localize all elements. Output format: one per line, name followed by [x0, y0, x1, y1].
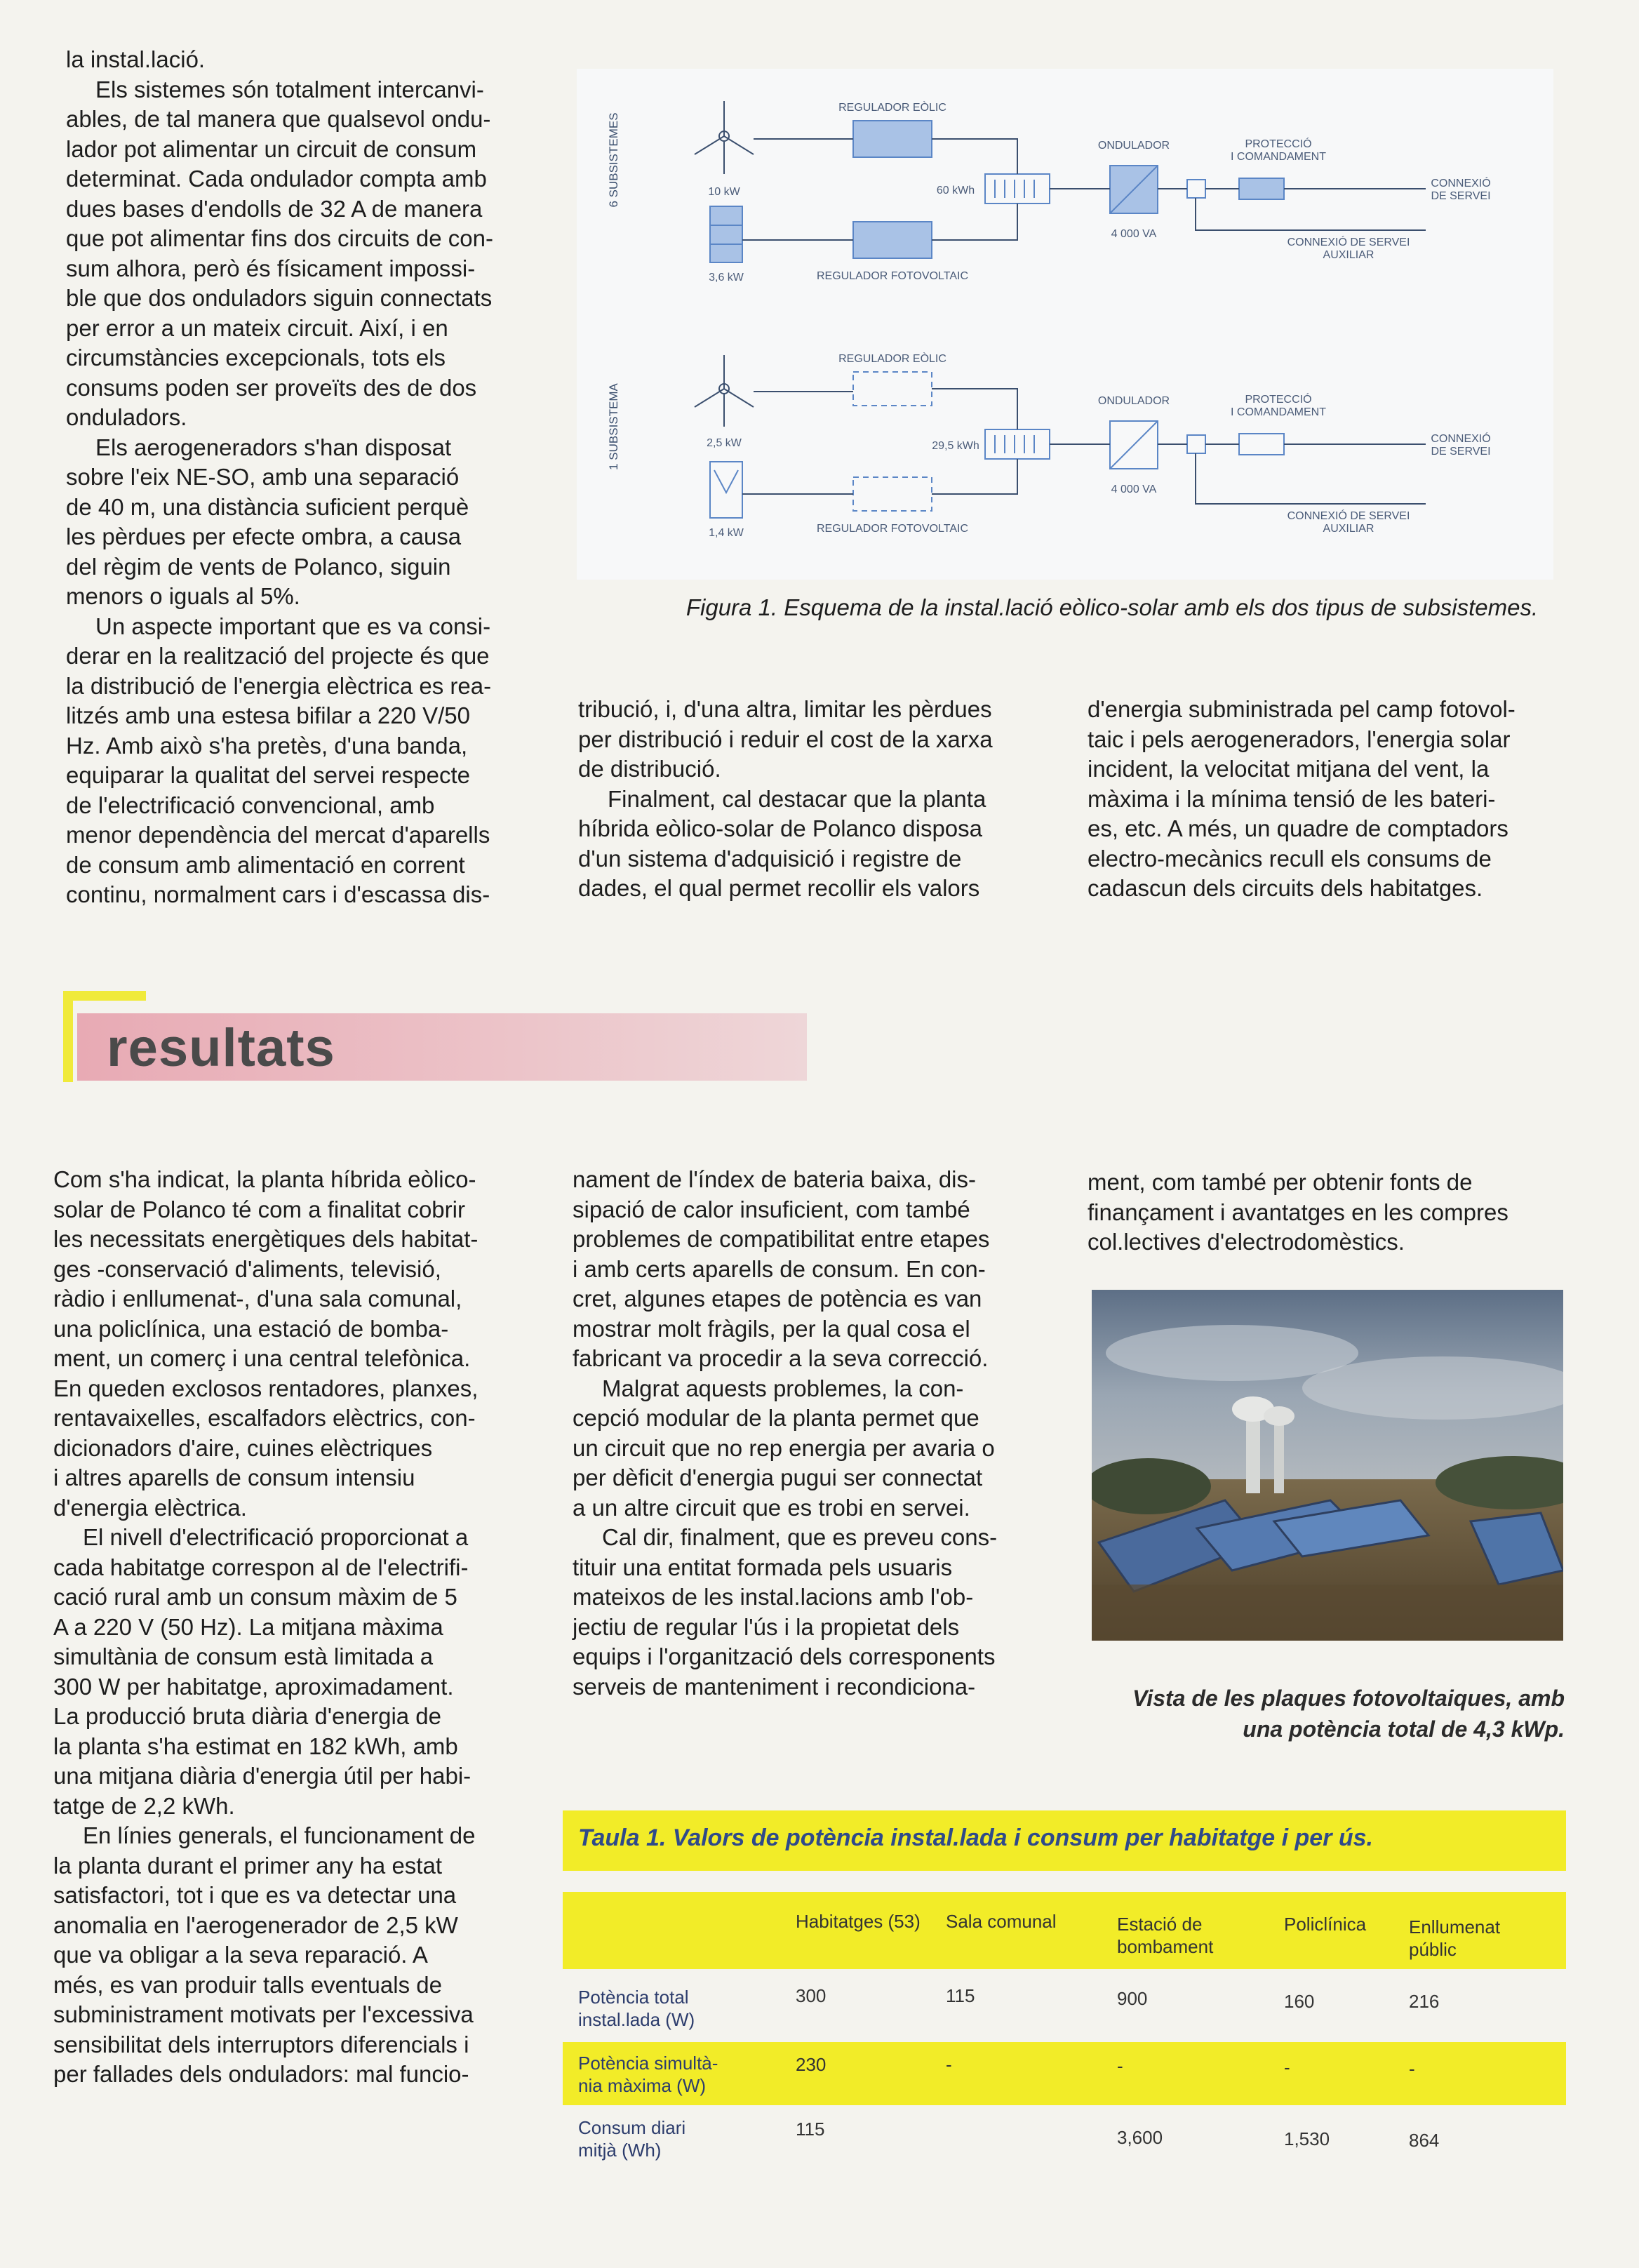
text-line: per dèficit d'energia pugui ser connectat: [573, 1465, 983, 1490]
text-line: equips i l'organització dels corresponents: [573, 1643, 996, 1669]
inverter-rating-label: 4 000 VA: [1111, 483, 1157, 495]
text-line: consums poden ser proveïts des de dos: [66, 374, 477, 401]
text-line: cació rural amb un consum màxim de 5: [53, 1584, 457, 1610]
text-line: Els aerogeneradors s'han disposat: [95, 434, 452, 460]
wind-regulator-box: [853, 121, 932, 157]
text-line: Un aspecte important que es va consi-: [95, 613, 491, 639]
text-line: que va obligar a la seva reparació. A: [53, 1942, 428, 1968]
figure-caption: Figura 1. Esquema de la instal.lació eòlico-solar amb els dos tipus de subsistemes.: [685, 594, 1539, 620]
text-line: Cal dir, finalment, que es preveu cons-: [602, 1524, 998, 1550]
text-line: sensibilitat dels interruptors diferencials i: [53, 2031, 469, 2057]
table-cell: -: [946, 2054, 952, 2075]
pv-regulator-box: [853, 477, 932, 511]
protection-box: [1239, 178, 1284, 199]
text-line: la planta s'ha estimat en 182 kWh, amb: [53, 1733, 458, 1759]
text-line: de 40 m, una distància suficient perquè: [66, 493, 469, 520]
table-cell: 216: [1409, 1991, 1440, 2012]
text-line: incident, la velocitat mitjana del vent, la: [1088, 756, 1490, 782]
text-line: Finalment, cal destacar que la planta: [608, 785, 986, 812]
text-line: d'energia elèctrica.: [53, 1494, 247, 1521]
text-line: determinat. Cada ondulador compta amb: [66, 166, 487, 192]
wind-regulator-box: [853, 372, 932, 406]
text-line: sobre l'eix NE-SO, amb una separació: [66, 464, 460, 490]
text-line: ment, com també per obtenir fonts de: [1088, 1169, 1473, 1195]
table-header-row: [563, 1892, 1566, 1969]
protection-label: I COMANDAMENT: [1231, 151, 1326, 163]
text-line: menors o iguals al 5%.: [66, 583, 300, 609]
row-label: Consum diari mitjà (Wh): [578, 2117, 686, 2161]
solar-panel-icon: [710, 462, 742, 518]
protection-label: I COMANDAMENT: [1231, 406, 1326, 418]
protection-box: [1239, 434, 1284, 455]
text-line: onduladors.: [66, 404, 187, 430]
text-line: màxima i la mínima tensió de les bateri-: [1088, 785, 1496, 812]
inverter-rating-label: 4 000 VA: [1111, 228, 1157, 240]
text-line: Els sistemes són totalment intercanvi-: [95, 76, 484, 102]
text-line: finançament i avantatges en les compres: [1088, 1199, 1508, 1225]
row-label: Potència simultà- nia màxima (W): [578, 2053, 718, 2096]
text-line: les necessitats energètiques dels habitat-: [53, 1226, 479, 1252]
text-line: problemes de compatibilitat entre etapes: [573, 1226, 990, 1252]
table-title-band: [563, 1810, 1566, 1871]
wind-power-label: 10 kW: [708, 186, 740, 198]
text-line: dicionadors d'aire, cuines elèctriques: [53, 1434, 433, 1461]
text-line: i amb certs aparells de consum. En con-: [573, 1255, 986, 1282]
text-line: electro-mecànics recull els consums de: [1088, 845, 1492, 872]
text-line: tatge de 2,2 kWh.: [53, 1792, 235, 1819]
text-line: cada habitatge correspon al de l'electrifi-: [53, 1554, 469, 1580]
text-line: mostrar molt fràgils, per la qual cosa el: [573, 1315, 970, 1342]
inverter-icon: [1110, 421, 1158, 469]
solar-panels-photo: [1092, 1290, 1563, 1641]
text-line: de consum amb alimentació en corrent: [66, 851, 465, 878]
column-1-bottom: [53, 1165, 530, 2090]
subsystem-label: 1 SUBSISTEMA: [607, 383, 620, 470]
table-cell: 864: [1409, 2130, 1440, 2151]
column-header: Estació de bombament: [1117, 1914, 1214, 1957]
installation-schematic-diagram: [577, 69, 1553, 580]
text-line: híbrida eòlico-solar de Polanco disposa: [578, 815, 983, 841]
table-cell: 3,600: [1117, 2127, 1163, 2148]
column-2-top: [578, 695, 1034, 904]
service-connection-label: CONNEXIÓ: [1431, 433, 1491, 445]
inverter-label: ONDULADOR: [1097, 395, 1170, 407]
text-line: taic i pels aerogeneradors, l'energia solar: [1088, 726, 1511, 752]
section-title: resultats: [107, 1018, 335, 1078]
text-line: per distribució i reduir el cost de la xarxa: [578, 726, 993, 752]
table-cell: 300: [796, 1985, 827, 2006]
text-line: col.lectives d'electrodomèstics.: [1088, 1229, 1405, 1255]
subsystem-label: 6 SUBSISTEMES: [607, 112, 620, 208]
text-line: serveis de manteniment i recondiciona-: [573, 1673, 976, 1700]
wind-turbine-icon: [695, 355, 754, 427]
text-line: derar en la realització del projecte és que: [66, 643, 490, 669]
text-line: A a 220 V (50 Hz). La mitjana màxima: [53, 1613, 443, 1640]
text-line: El nivell d'electrificació proporcionat a: [83, 1524, 469, 1550]
text-line: Malgrat aquests problemes, la con-: [602, 1375, 964, 1401]
column-2-bottom: [573, 1165, 1057, 1702]
table-cell: -: [1409, 2058, 1415, 2079]
pv-regulator-label: REGULADOR FOTOVOLTAIC: [816, 270, 969, 282]
heading-accent: [63, 991, 73, 1082]
column-3-top: [1088, 695, 1572, 904]
text-line: En queden exclosos rentadores, planxes,: [53, 1375, 479, 1401]
caption-line: una potència total de 4,3 kWp.: [1243, 1716, 1565, 1742]
text-line: circumstàncies excepcionals, tots els: [66, 345, 446, 371]
protection-label: PROTECCIÓ: [1245, 394, 1312, 406]
table-row: [563, 2111, 1566, 2174]
text-line: de l'electrificació convencional, amb: [66, 792, 435, 818]
text-line: d'energia subministrada pel camp fotovol-: [1088, 696, 1516, 722]
text-line: continu, normalment cars i d'escassa dis-: [66, 881, 490, 907]
switch-box: [1187, 435, 1205, 453]
text-line: una policlínica, una estació de bomba-: [53, 1315, 449, 1342]
service-connection-label: DE SERVEI: [1431, 446, 1491, 458]
text-line: que pot alimentar fins dos circuits de con-: [66, 225, 493, 251]
inverter-icon: [1110, 166, 1158, 213]
text-line: la instal.lació.: [66, 46, 206, 72]
text-line: la distribució de l'energia elèctrica es rea-: [66, 672, 492, 699]
text-line: ment, un comerç i una central telefònica.: [53, 1345, 471, 1371]
text-line: de distribució.: [578, 756, 721, 782]
table-cell: 115: [946, 1985, 975, 2006]
text-line: lador pot alimentar un circuit de consum: [66, 135, 477, 162]
text-line: anomalia en l'aerogenerador de 2,5 kW: [53, 1912, 458, 1938]
inverter-label: ONDULADOR: [1097, 140, 1170, 152]
text-line: ble que dos onduladors siguin connectats: [66, 285, 493, 311]
column-1-top: [66, 45, 543, 910]
table-row: [563, 2042, 1566, 2105]
table-cell: -: [1117, 2055, 1123, 2076]
text-line: i altres aparells de consum intensiu: [53, 1465, 415, 1490]
text-line: tituir una entitat formada pels usuaris: [573, 1554, 953, 1580]
caption-line: Vista de les plaques fotovoltaiques, amb: [1132, 1686, 1565, 1711]
text-line: cret, algunes etapes de potència es van: [573, 1286, 982, 1312]
row-label: Potència total instal.lada (W): [578, 1987, 695, 2030]
text-line: més, es van produir talls eventuals de: [53, 1971, 442, 1998]
text-line: litzés amb una estesa bifilar a 220 V/50: [66, 702, 471, 728]
data-table: [563, 1810, 1566, 2175]
text-line: cadascun dels circuits dels habitatges.: [1088, 875, 1483, 901]
table-cell: 115: [796, 2119, 825, 2140]
text-line: sipació de calor insuficient, com també: [573, 1196, 970, 1222]
text-line: d'un sistema d'adquisició i registre de: [578, 845, 962, 872]
switch-box: [1187, 180, 1205, 198]
aux-connection-label: CONNEXIÓ DE SERVEI: [1287, 236, 1410, 248]
text-line: dades, el qual permet recollir els valors: [578, 875, 980, 901]
wind-regulator-label: REGULADOR EÒLIC: [838, 353, 946, 365]
pv-power-label: 1,4 kW: [709, 527, 744, 539]
column-header: Sala comunal: [946, 1911, 1057, 1932]
table-cell: 900: [1117, 1988, 1148, 2009]
text-line: Com s'ha indicat, la planta híbrida eòlico-: [53, 1166, 476, 1192]
pv-power-label: 3,6 kW: [709, 272, 744, 284]
battery-icon: [985, 174, 1050, 204]
table-cell: 230: [796, 2054, 827, 2075]
text-line: per fallades dels onduladors: mal funcio-: [53, 2061, 469, 2087]
wind-turbine-icon: [695, 101, 754, 174]
text-line: satisfactori, tot i que es va detectar una: [53, 1882, 457, 1908]
wind-power-label: 2,5 kW: [707, 437, 742, 449]
text-line: fabricant va procedir a la seva correcció.: [573, 1345, 989, 1371]
pv-regulator-box: [853, 222, 932, 258]
table-cell: 1,530: [1284, 2128, 1330, 2149]
text-line: menor dependència del mercat d'aparells: [66, 822, 490, 848]
text-line: solar de Polanco té com a finalitat cobrir: [53, 1196, 465, 1222]
table-cell: 160: [1284, 1991, 1315, 2012]
text-line: a un altre circuit que es trobi en servei.: [573, 1494, 970, 1521]
service-connection-label: DE SERVEI: [1431, 190, 1491, 202]
aux-connection-label: CONNEXIÓ DE SERVEI: [1287, 510, 1410, 522]
text-line: nament de l'índex de bateria baixa, dis-: [573, 1166, 976, 1192]
table-row: [563, 1972, 1566, 2035]
column-header: Policlínica: [1284, 1914, 1367, 1935]
battery-capacity-label: 60 kWh: [936, 185, 975, 196]
aux-connection-label: AUXILIAR: [1323, 523, 1374, 535]
text-line: La producció bruta diària d'energia de: [53, 1703, 442, 1729]
text-line: dues bases d'endolls de 32 A de manera: [66, 195, 483, 222]
text-line: ràdio i enllumenat-, d'una sala comunal,: [53, 1286, 462, 1312]
heading-accent: [63, 991, 146, 1001]
text-line: una mitjana diària d'energia útil per habi-: [53, 1763, 471, 1789]
service-connection-label: CONNEXIÓ: [1431, 178, 1491, 189]
wind-regulator-label: REGULADOR EÒLIC: [838, 102, 946, 114]
text-line: rentavaixelles, escalfadors elèctrics, con-: [53, 1405, 476, 1431]
text-line: simultània de consum està limitada a: [53, 1643, 434, 1669]
text-line: es, etc. A més, un quadre de comptadors: [1088, 815, 1508, 841]
text-line: ables, de tal manera que qualsevol ondu-: [66, 106, 491, 132]
table-cell: -: [1284, 2057, 1290, 2078]
photo-caption: [1081, 1683, 1565, 1745]
text-line: cepció modular de la planta permet que: [573, 1405, 979, 1431]
text-line: jectiu de regular l'ús i la propietat dels: [573, 1613, 960, 1640]
solar-panel-icon: [710, 206, 742, 262]
text-line: del règim de vents de Polanco, siguin: [66, 553, 451, 580]
text-line: subministrament motivats per l'excessiva: [53, 2001, 474, 2027]
text-line: mateixos de les instal.lacions amb l'ob-: [573, 1584, 974, 1610]
table-title: Taula 1. Valors de potència instal.lada i consum per habitatge i per ús.: [578, 1825, 1374, 1851]
text-line: un circuit que no rep energia per avaria o: [573, 1434, 995, 1461]
text-line: les pèrdues per efecte ombra, a causa: [66, 523, 462, 549]
text-line: 300 W per habitatge, aproximadament.: [53, 1673, 454, 1700]
text-line: sum alhora, però és físicament impossi-: [66, 255, 476, 281]
battery-capacity-label: 29,5 kWh: [932, 440, 979, 452]
text-line: tribució, i, d'una altra, limitar les pèrdues: [578, 696, 992, 722]
text-line: Hz. Amb això s'ha pretès, d'una banda,: [66, 732, 468, 759]
aux-connection-label: AUXILIAR: [1323, 249, 1374, 261]
column-header: Habitatges (53): [796, 1911, 921, 1932]
text-line: ges -conservació d'aliments, televisió,: [53, 1255, 441, 1282]
column-3-bottom: [1088, 1168, 1572, 1258]
protection-label: PROTECCIÓ: [1245, 138, 1312, 150]
text-line: per error a un mateix circuit. Així, i en: [66, 314, 448, 341]
text-line: equiparar la qualitat del servei respecte: [66, 762, 471, 788]
pv-regulator-label: REGULADOR FOTOVOLTAIC: [816, 523, 969, 535]
column-header: Enllumenat públic: [1409, 1916, 1501, 1960]
text-line: la planta durant el primer any ha estat: [53, 1852, 442, 1879]
section-heading: [63, 991, 807, 1082]
battery-icon: [985, 429, 1050, 459]
text-line: En línies generals, el funcionament de: [83, 1822, 476, 1848]
